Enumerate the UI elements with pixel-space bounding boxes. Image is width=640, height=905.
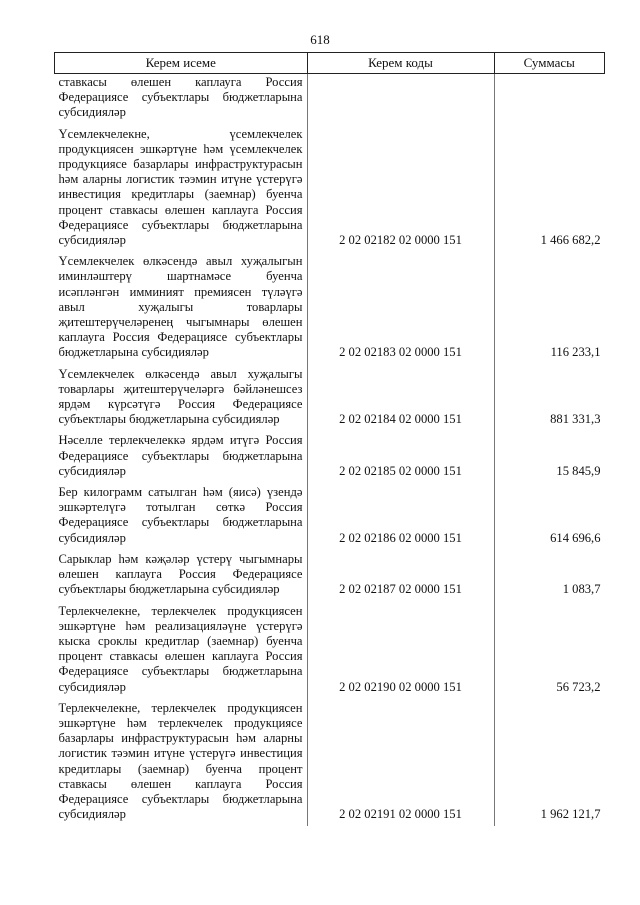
row-sum: 1 962 121,7 <box>494 699 605 827</box>
table-row <box>55 699 605 827</box>
row-name: Сарыклар һәм кәҗәләр үстерү чыгымнары өлешен каплауга Россия Федерациясе субъектлары бюджетларына субсидияләр <box>58 551 303 597</box>
row-name: Терлекчелекне, терлекчелек продукциясен эшкәртүне һәм терлекчелек продукциясе базарлары инфраструктурасын һәм аларны логистик тәэмин итүне үстерүгә инвестиция кредитлары (заемнар) буенча процент ставкасы өлешен каплауга Россия Федерациясе субъектлары бюджетларына субсидияләр <box>58 700 303 822</box>
row-code: 2 02 02187 02 0000 151 <box>307 550 494 602</box>
row-code: 2 02 02183 02 0000 151 <box>307 252 494 364</box>
table-row <box>55 431 605 483</box>
page-number: 618 <box>310 32 330 47</box>
table-row <box>55 125 605 253</box>
table-row <box>55 252 605 364</box>
header-name: Керем исеме <box>55 53 308 74</box>
row-name: Нәселле терлекчелеккә ярдәм итүгә Россия Федерациясе субъектлары бюджетларына субсидияләр <box>58 433 303 478</box>
table-row <box>55 602 605 699</box>
row-name: Үсемлекчелек өлкәсендә авыл хуҗалыгы товарлары җитештерүчеләргә бәйләнешсез ярдәм күрсәтүгә Россия Федерациясе субъектлары бюджетларына субсидияләр <box>58 366 303 427</box>
row-sum: 56 723,2 <box>494 602 605 699</box>
row-name: ставкасы өлешен каплауга Россия Федерациясе субъектлары бюджетларына субсидияләр <box>58 75 303 120</box>
row-name: Үсемлекчелекне, үсемлекчелек продукциясен эшкәртүне һәм үсемлекчелек продукциясе базарлары инфраструктурасын һәм аларны логистик тәэмин итүне үстерүгә инвестиция кредитлары (заемнар) буенча процент ставкасы өлешен каплауга Россия Федерациясе субъектлары бюджетларына субсидияләр <box>58 126 303 248</box>
table-header-row <box>55 53 605 74</box>
table-row <box>55 550 605 602</box>
row-code: 2 02 02185 02 0000 151 <box>307 431 494 483</box>
row-name: Терлекчелекне, терлекчелек продукциясен эшкәртүне һәм реализацияләүне үстерүгә кыска сроклы кредитлар (заемнар) буенча процент ставкасы өлешен каплауга Россия Федерациясе субъектлары бюджетларына субсидияләр <box>58 603 303 694</box>
row-code: 2 02 02190 02 0000 151 <box>307 602 494 699</box>
row-sum: 614 696,6 <box>494 483 605 550</box>
row-sum: 881 331,3 <box>494 365 605 432</box>
row-code: 2 02 02186 02 0000 151 <box>307 483 494 550</box>
row-sum: 15 845,9 <box>494 431 605 483</box>
budget-table <box>54 52 605 826</box>
row-code <box>307 74 494 125</box>
table-row <box>55 365 605 432</box>
row-name: Бер килограмм сатылган һәм (яисә) үзендә эшкәртелүгә тотылган сөткә Россия Федерациясе субъектлары бюджетларына субсидияләр <box>58 485 303 545</box>
row-code: 2 02 02184 02 0000 151 <box>307 365 494 432</box>
row-name: Үсемлекчелек өлкәсендә авыл хуҗалыгын иминләштерү шартнамәсе буенча исәпләнгән имминият премиясен түләүгә авыл хуҗалыгы товарлары җитештерүчеләренең чыгымнары өлешен каплауга Россия Федерациясе субъектлары бюджетларына субсидияләр <box>58 254 303 360</box>
table-row <box>55 483 605 550</box>
row-code: 2 02 02182 02 0000 151 <box>307 125 494 253</box>
row-sum <box>494 74 605 125</box>
row-sum: 1 083,7 <box>494 550 605 602</box>
row-sum: 116 233,1 <box>494 252 605 364</box>
row-sum: 1 466 682,2 <box>494 125 605 253</box>
table-row <box>55 74 605 125</box>
header-code: Керем коды <box>307 53 494 74</box>
header-sum: Суммасы <box>494 53 605 74</box>
row-code: 2 02 02191 02 0000 151 <box>307 699 494 827</box>
